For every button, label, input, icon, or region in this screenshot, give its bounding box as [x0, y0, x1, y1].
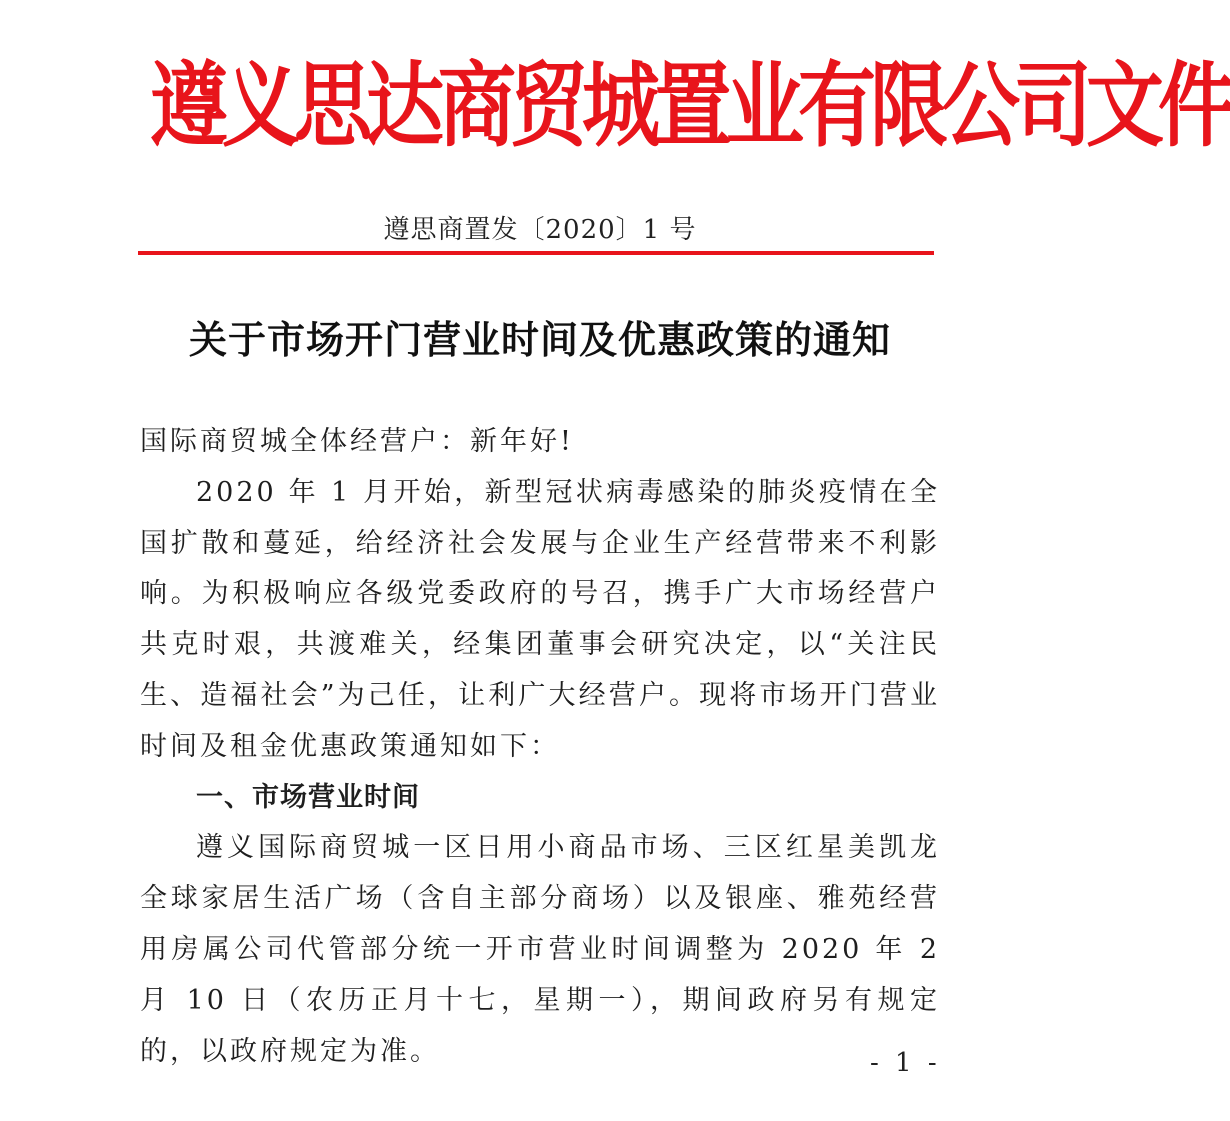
- notice-body: [140, 417, 940, 1077]
- notice-title: 关于市场开门营业时间及优惠政策的通知: [188, 317, 891, 362]
- intro-paragraph: 2020 年 1 月开始，新型冠状病毒感染的肺炎疫情在全国扩散和蔓延，给经济社会发展与企业生产经营带来不利影响。为积极响应各级党委政府的号召，携手广大市场经营户共克时艰，共渡难关，经集团董事会研究决定，以“关注民生、造福社会”为己任，让利广大经营户。现将市场开门营业时间及租金优惠政策通知如下：: [140, 476, 940, 762]
- business-hours-paragraph: 遵义国际商贸城一区日用小商品市场、三区红星美凯龙全球家居生活广场（含自主部分商场）以及银座、雅苑经营用房属公司代管部分统一开市营业时间调整为 2020 年 2 月 10 日（农历正月十七，星期一），期间政府另有规定的，以政府规定为准。: [140, 832, 940, 1067]
- document-number: 遵思商置发〔2020〕1 号: [383, 215, 697, 245]
- red-divider-line: [138, 251, 934, 255]
- organization-header-title: 遵义思达商贸城置业有限公司文件: [150, 53, 1230, 161]
- salutation: 国际商贸城全体经营户：新年好!: [140, 426, 574, 457]
- page-number: - 1 -: [870, 1048, 941, 1078]
- section-heading-business-hours: 一、市场营业时间: [196, 781, 420, 813]
